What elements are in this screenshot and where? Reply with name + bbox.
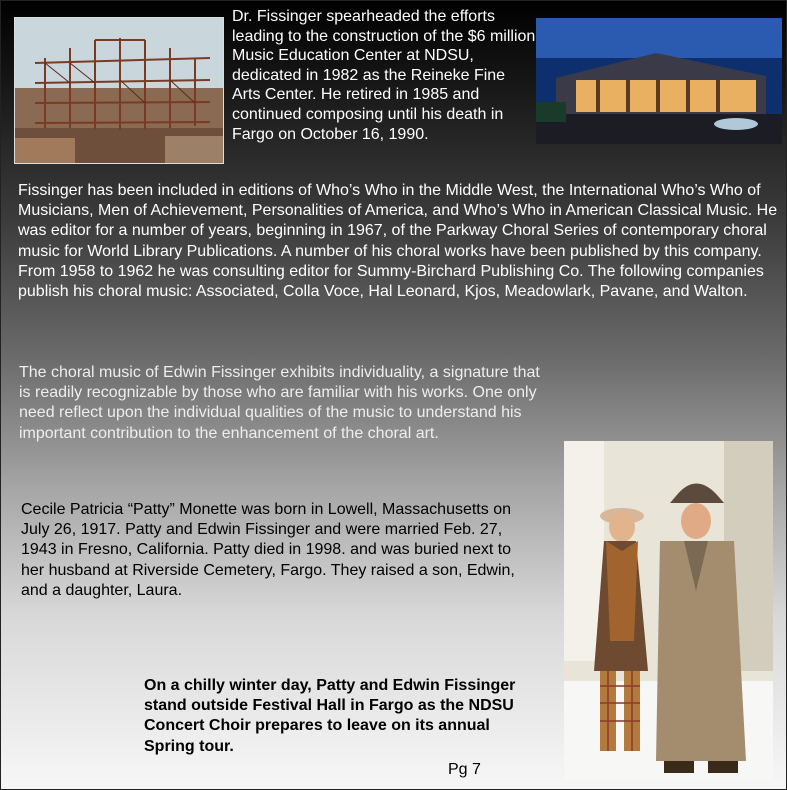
- fissinger-couple-photo: [564, 441, 773, 779]
- fissinger-couple-photo-graphic: [564, 441, 773, 779]
- construction-photo: [14, 17, 224, 164]
- intro-paragraph: Dr. Fissinger spearheaded the efforts leading to the construction of the $6 million Music Education Center at NDSU, dedicated in 1982 as the Reineke Fine Arts Center. He retired in 1985 and continued composing until his death in Fargo on October 16, 1990.: [232, 8, 536, 143]
- bio-paragraph: Fissinger has been included in editions of Who’s Who in the Middle West, the International Who’s Who of Musicians, Men of Achievement, Personalities of America, and Who’s Who in American Classical Music. He was editor for a number of years, beginning in 1967, of the Parkway Choral Series of contemporary choral music for World Library Publications. A number of his choral works have been published by this company. From 1958 to 1962 he was consulting editor for Summy-Birchard Publishing Co. The following companies publish his choral music: Associated, Colla Voce, Hal Leonard, Kjos, Meadowlark, Pavane, and Walton.: [18, 182, 778, 301]
- fine-arts-center-photo: [536, 18, 782, 144]
- construction-photo-graphic: [15, 18, 223, 163]
- photo-caption: On a chilly winter day, Patty and Edwin Fissinger stand outside Festival Hall in Fargo as the NDSU Concert Choir prepares to leave on its annual Spring tour.: [144, 677, 516, 755]
- family-paragraph: Cecile Patricia “Patty” Monette was born in Lowell, Massachusetts on July 26, 1917. Patty and Edwin Fissinger and were married Feb. 27, 1943 in Fresno, California. Patty died in 1998. and was buried next to her husband at Riverside Cemetery, Fargo. They raised a son, Edwin, and a daughter, Laura.: [21, 501, 515, 599]
- page-number: Pg 7: [448, 761, 481, 778]
- fine-arts-center-photo-graphic: [536, 18, 782, 144]
- choral-music-paragraph: The choral music of Edwin Fissinger exhibits individuality, a signature that is readily recognizable by those who are familiar with his works. One only need reflect upon the individual qualities of the music to understand his important contribution to the enhancement of the choral art.: [19, 364, 540, 442]
